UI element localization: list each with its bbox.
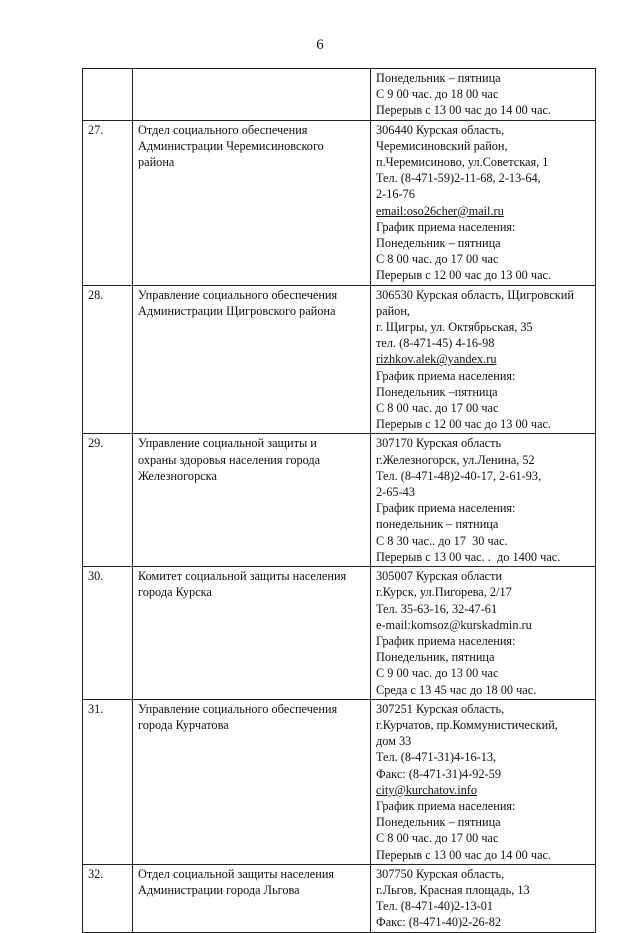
- contact-line: район,: [376, 303, 410, 318]
- organization-name: [133, 567, 371, 700]
- organization-name-line: района: [138, 155, 175, 170]
- contact-line: С 8 00 час. до 17 00 час: [376, 401, 499, 416]
- contact-line: Факс: (8-471-31)4-92-59: [376, 766, 501, 781]
- contact-line: График приема населения:: [376, 633, 516, 648]
- organization-name-line: Комитет социальной защиты населения: [138, 569, 347, 584]
- table-row: [83, 434, 596, 567]
- contact-line: Тел. (8-471-48)2-40-17, 2-61-93,: [376, 468, 542, 483]
- contact-line: График приема населения:: [376, 219, 516, 234]
- contact-line: Тел. (8-471-40)2-13-01: [376, 899, 493, 914]
- row-number: 29.: [83, 434, 133, 567]
- contact-info: [371, 864, 596, 932]
- row-number: 28.: [83, 285, 133, 434]
- contact-line: С 8 30 час.. до 17 30 час.: [376, 533, 508, 548]
- contact-line: Понедельник – пятница: [376, 236, 501, 251]
- contact-line: Тел. 35-63-16, 32-47-61: [376, 601, 498, 616]
- organization-name: [133, 69, 371, 121]
- contact-line: Тел. (8-471-59)2-11-68, 2-13-64,: [376, 171, 541, 186]
- contact-line: Перерыв с 13 00 час до 14 00 час.: [376, 103, 552, 118]
- contact-line: г.Курск, ул.Пигорева, 2/17: [376, 585, 512, 600]
- organization-name-line: Отдел социального обеспечения: [138, 122, 308, 137]
- contact-line: 307750 Курская область,: [376, 866, 505, 881]
- contact-line: Факс: (8-471-40)2-26-82: [376, 915, 501, 930]
- organization-name-line: Администрации Черемисиновского: [138, 138, 324, 153]
- page-number: 6: [316, 37, 324, 53]
- organization-name: [133, 864, 371, 932]
- contact-info: [371, 285, 596, 434]
- table-row: [83, 285, 596, 434]
- contact-line: г.Льгов, Красная площадь, 13: [376, 882, 530, 897]
- row-number: 31.: [83, 699, 133, 864]
- contact-line: 306530 Курская область, Щигровский: [376, 287, 574, 302]
- contact-line: Перерыв с 13 00 час до 14 00 час.: [376, 847, 552, 862]
- contact-line: График приема населения:: [376, 368, 516, 383]
- contact-info: [371, 434, 596, 567]
- organization-name-line: города Курска: [138, 585, 212, 600]
- table-body: [83, 69, 596, 933]
- organization-name: [133, 120, 371, 285]
- row-number: 30.: [83, 567, 133, 700]
- email-link[interactable]: city@kurchatov.info: [376, 782, 478, 797]
- table-row: [83, 120, 596, 285]
- organization-name-line: Администрации города Льгова: [138, 882, 300, 897]
- email-link[interactable]: email:oso26cher@mail.ru: [376, 203, 504, 218]
- organization-name-line: города Курчатова: [138, 717, 229, 732]
- organization-name-line: Управление социального обеспечения: [138, 701, 338, 716]
- contact-info: [371, 567, 596, 700]
- contact-line: г.Железногорск, ул.Ленина, 52: [376, 452, 535, 467]
- table-row: [83, 567, 596, 700]
- contact-line: e-mail:komsoz@kurskadmin.ru: [376, 617, 532, 632]
- contact-line: Понедельник – пятница: [376, 71, 501, 85]
- organizations-table: [82, 68, 596, 933]
- contact-line: Перерыв с 13 00 час. . до 1400 час.: [376, 549, 561, 564]
- contact-line: Среда с 13 45 час до 18 00 час.: [376, 682, 537, 697]
- contact-line: г. Щигры, ул. Октябрьская, 35: [376, 320, 533, 335]
- organization-name: [133, 434, 371, 567]
- organization-name-line: Управление социальной защиты и: [138, 436, 317, 451]
- contact-info: [371, 69, 596, 121]
- organization-name-line: Управление социального обеспечения: [138, 287, 338, 302]
- contact-info: [371, 120, 596, 285]
- contact-line: Понедельник – пятница: [376, 815, 501, 830]
- contact-line: 307170 Курская область: [376, 436, 502, 451]
- contact-line: г.Курчатов, пр.Коммунистический,: [376, 717, 558, 732]
- contact-line: 305007 Курская области: [376, 569, 503, 584]
- contact-line: Тел. (8-471-31)4-16-13,: [376, 750, 497, 765]
- contact-line: п.Черемисиново, ул.Советская, 1: [376, 155, 549, 170]
- row-number: 32.: [83, 864, 133, 932]
- contact-line: Перерыв с 12 00 час до 13 00 час.: [376, 417, 552, 432]
- organization-name-line: Железногорска: [138, 468, 217, 483]
- organization-name-line: Отдел социальной защиты населения: [138, 866, 335, 881]
- contact-line: 2-16-76: [376, 187, 415, 202]
- row-number: [83, 69, 133, 121]
- contact-line: дом 33: [376, 734, 412, 749]
- row-number: 27.: [83, 120, 133, 285]
- contact-line: тел. (8-471-45) 4-16-98: [376, 336, 495, 351]
- contact-line: С 9 00 час. до 13 00 час: [376, 666, 499, 681]
- contact-line: 2-65-43: [376, 485, 415, 500]
- contact-line: С 8 00 час. до 17 00 час: [376, 252, 499, 267]
- contact-line: 307251 Курская область,: [376, 701, 505, 716]
- table-row: [83, 69, 596, 121]
- contact-info: [371, 699, 596, 864]
- contact-line: График приема населения:: [376, 501, 516, 516]
- organization-name-line: охраны здоровья населения города: [138, 452, 321, 467]
- organization-name-line: Администрации Щигровского района: [138, 303, 336, 318]
- contact-line: Понедельник, пятница: [376, 650, 495, 665]
- contact-line: 306440 Курская область,: [376, 122, 505, 137]
- contact-line: С 9 00 час. до 18 00 час: [376, 87, 499, 102]
- organization-name: [133, 699, 371, 864]
- contact-line: С 8 00 час. до 17 00 час: [376, 831, 499, 846]
- contact-line: Перерыв с 12 00 час до 13 00 час.: [376, 268, 552, 283]
- table-row: [83, 699, 596, 864]
- contact-line: понедельник – пятница: [376, 517, 499, 532]
- email-link[interactable]: rizhkov.alek@yandex.ru: [376, 352, 497, 367]
- organization-name: [133, 285, 371, 434]
- contact-line: Черемисиновский район,: [376, 138, 508, 153]
- table-row: [83, 864, 596, 932]
- contact-line: График приема населения:: [376, 798, 516, 813]
- contact-line: Понедельник –пятница: [376, 384, 498, 399]
